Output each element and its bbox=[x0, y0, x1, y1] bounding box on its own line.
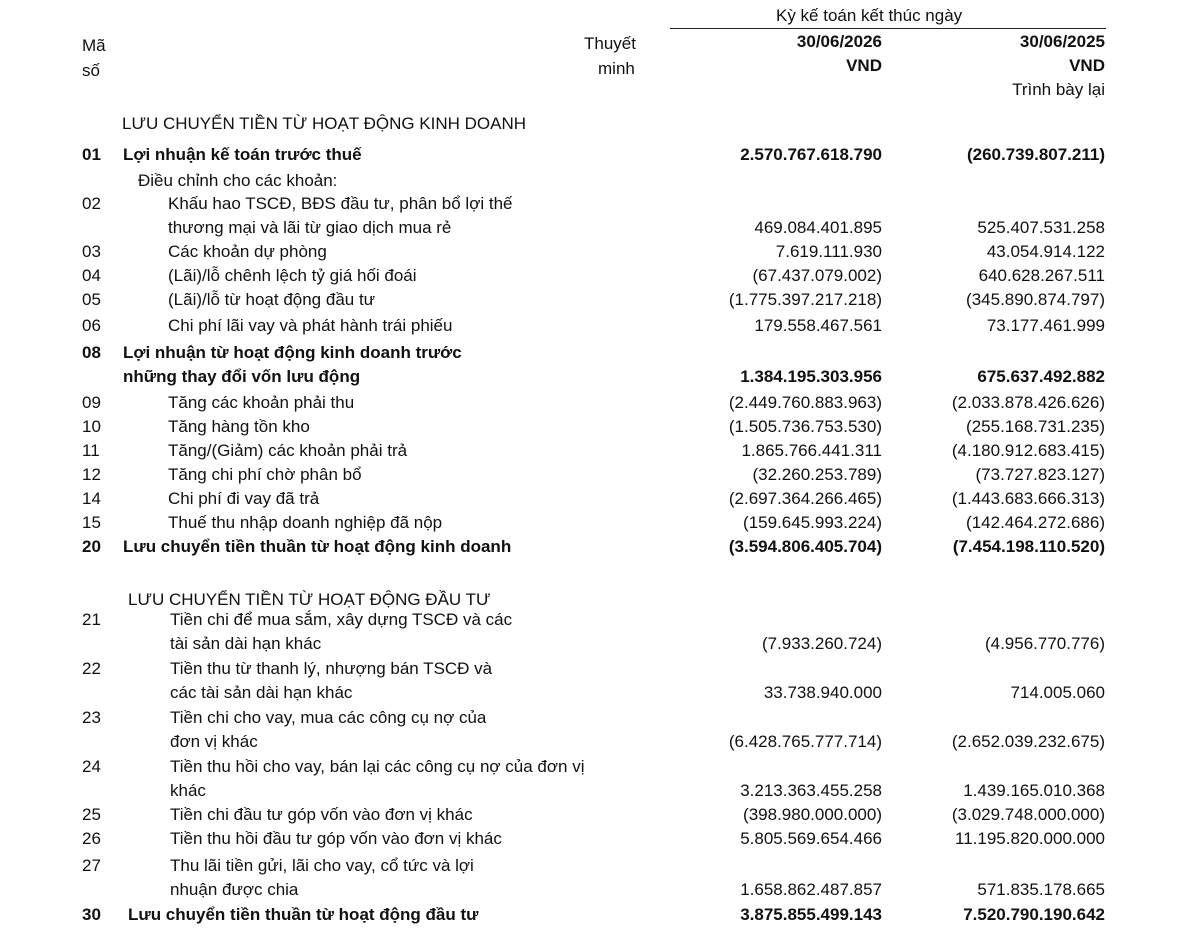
row-value-2026: (159.645.993.224) bbox=[743, 513, 882, 532]
row-value-2025: (255.168.731.235) bbox=[966, 417, 1105, 436]
row-code: 20 bbox=[82, 537, 101, 556]
table-row bbox=[0, 417, 1200, 441]
row-label: Lưu chuyển tiền thuần từ hoạt động kinh doanh bbox=[123, 537, 512, 556]
row-code: 25 bbox=[82, 805, 101, 824]
row-value-2026: (1.775.397.217.218) bbox=[728, 290, 882, 309]
row-value-2026: (67.437.079.002) bbox=[752, 266, 882, 285]
table-row bbox=[0, 290, 1200, 314]
row-value-2026: (2.449.760.883.963) bbox=[728, 393, 882, 412]
row-value-2026: 179.558.467.561 bbox=[754, 316, 882, 335]
row-code: 15 bbox=[82, 513, 101, 532]
table-row bbox=[0, 316, 1200, 340]
row-label: Tăng/(Giảm) các khoản phải trả bbox=[168, 441, 408, 460]
row-value-2025: (345.890.874.797) bbox=[966, 290, 1105, 309]
row-code: 09 bbox=[82, 393, 101, 412]
row-code: 27 bbox=[82, 856, 101, 875]
col2-currency: VND bbox=[1069, 56, 1105, 75]
row-label: đơn vị khác bbox=[170, 732, 258, 751]
row-code: 04 bbox=[82, 266, 101, 285]
table-row bbox=[0, 683, 1200, 707]
row-value-2026: (6.428.765.777.714) bbox=[728, 732, 882, 751]
table-row bbox=[0, 194, 1200, 218]
row-value-2025: (73.727.823.127) bbox=[975, 465, 1105, 484]
table-row bbox=[0, 367, 1200, 391]
row-value-2026: (1.505.736.753.530) bbox=[728, 417, 882, 436]
row-value-2025: 571.835.178.665 bbox=[977, 880, 1105, 899]
row-label: Thu lãi tiền gửi, lãi cho vay, cổ tức và lợi bbox=[170, 856, 474, 875]
table-row bbox=[0, 708, 1200, 732]
row-value-2026: (2.697.364.266.465) bbox=[728, 489, 882, 508]
row-value-2025: (7.454.198.110.520) bbox=[952, 537, 1105, 556]
table-row bbox=[0, 659, 1200, 683]
table-row bbox=[0, 343, 1200, 367]
col-header-code-line1: Mã bbox=[82, 36, 106, 55]
row-label: tài sản dài hạn khác bbox=[170, 634, 322, 653]
table-row bbox=[0, 610, 1200, 634]
row-value-2025: 43.054.914.122 bbox=[986, 242, 1105, 261]
col1-currency: VND bbox=[846, 56, 882, 75]
row-label: Tiền thu hồi đầu tư góp vốn vào đơn vị khác bbox=[170, 829, 502, 848]
row-value-2026: 5.805.569.654.466 bbox=[740, 829, 882, 848]
row-label: Tăng các khoản phải thu bbox=[168, 393, 355, 412]
row-label: Các khoản dự phòng bbox=[168, 242, 327, 261]
row-label: các tài sản dài hạn khác bbox=[170, 683, 353, 702]
row-value-2026: (7.933.260.724) bbox=[761, 634, 882, 653]
row-value-2025: (142.464.272.686) bbox=[966, 513, 1105, 532]
row-code: 14 bbox=[82, 489, 101, 508]
table-row bbox=[0, 634, 1200, 658]
row-value-2026: (32.260.253.789) bbox=[752, 465, 882, 484]
row-value-2026: 469.084.401.895 bbox=[754, 218, 882, 237]
row-code: 24 bbox=[82, 757, 101, 776]
row-value-2026: (3.594.806.405.704) bbox=[728, 537, 882, 556]
row-label: Tiền thu hồi cho vay, bán lại các công cụ nợ của đơn vị bbox=[170, 757, 585, 776]
row-label: thương mại và lãi từ giao dịch mua rẻ bbox=[168, 218, 452, 237]
row-value-2025: (1.443.683.666.313) bbox=[951, 489, 1105, 508]
row-value-2025: (2.652.039.232.675) bbox=[951, 732, 1105, 751]
row-value-2025: (4.956.770.776) bbox=[984, 634, 1105, 653]
row-value-2026: 1.658.862.487.857 bbox=[740, 880, 882, 899]
row-label: (Lãi)/lỗ chênh lệch tỷ giá hối đoái bbox=[168, 266, 417, 285]
table-row bbox=[0, 905, 1200, 929]
table-row bbox=[0, 242, 1200, 266]
col1-date: 30/06/2026 bbox=[796, 32, 882, 51]
table-row bbox=[0, 732, 1200, 756]
section-investing-title: LƯU CHUYỂN TIỀN TỪ HOẠT ĐỘNG ĐẦU TƯ bbox=[128, 590, 491, 609]
row-value-2025: 525.407.531.258 bbox=[977, 218, 1105, 237]
table-row bbox=[0, 757, 1200, 781]
row-value-2026: 1.384.195.303.956 bbox=[740, 367, 882, 386]
table-row bbox=[0, 393, 1200, 417]
row-code: 03 bbox=[82, 242, 101, 261]
row-label: Điều chỉnh cho các khoản: bbox=[138, 171, 338, 190]
table-row bbox=[0, 829, 1200, 853]
row-label: Thuế thu nhập doanh nghiệp đã nộp bbox=[168, 513, 443, 532]
row-code: 23 bbox=[82, 708, 101, 727]
row-value-2026: 7.619.111.930 bbox=[775, 242, 882, 261]
row-label: Lưu chuyển tiền thuần từ hoạt động đầu tư bbox=[128, 905, 479, 924]
row-value-2025: (4.180.912.683.415) bbox=[951, 441, 1105, 460]
table-row bbox=[0, 856, 1200, 880]
col-header-code-line2: số bbox=[82, 61, 100, 80]
row-value-2026: (398.980.000.000) bbox=[743, 805, 882, 824]
row-code: 12 bbox=[82, 465, 101, 484]
row-code: 11 bbox=[82, 441, 100, 460]
row-value-2026: 3.213.363.455.258 bbox=[740, 781, 882, 800]
row-value-2025: 714.005.060 bbox=[1010, 683, 1105, 702]
row-code: 06 bbox=[82, 316, 101, 335]
period-header: Kỳ kế toán kết thúc ngày bbox=[776, 6, 963, 25]
section-operating-title: LƯU CHUYỂN TIỀN TỪ HOẠT ĐỘNG KINH DOANH bbox=[122, 114, 527, 133]
row-value-2025: 11.195.820.000.000 bbox=[955, 829, 1105, 848]
period-underline bbox=[670, 28, 1106, 29]
table-row bbox=[0, 513, 1200, 537]
row-code: 01 bbox=[82, 145, 101, 164]
row-label: Tiền chi để mua sắm, xây dựng TSCĐ và các bbox=[170, 610, 513, 629]
row-label: Lợi nhuận từ hoạt động kinh doanh trước bbox=[123, 343, 462, 362]
row-label: Chi phí lãi vay và phát hành trái phiếu bbox=[168, 316, 453, 335]
row-value-2025: (2.033.878.426.626) bbox=[951, 393, 1105, 412]
row-value-2026: 1.865.766.441.311 bbox=[741, 441, 882, 460]
row-label: nhuận được chia bbox=[170, 880, 299, 899]
table-row bbox=[0, 171, 1200, 195]
row-code: 22 bbox=[82, 659, 101, 678]
row-label: (Lãi)/lỗ từ hoạt động đầu tư bbox=[168, 290, 376, 309]
row-label: Lợi nhuận kế toán trước thuế bbox=[123, 145, 362, 164]
col2-note: Trình bày lại bbox=[1012, 80, 1105, 99]
table-row bbox=[0, 465, 1200, 489]
row-label: Khấu hao TSCĐ, BĐS đầu tư, phân bổ lợi thế bbox=[168, 194, 513, 213]
row-value-2025: 7.520.790.190.642 bbox=[963, 905, 1105, 924]
row-label: Tiền chi cho vay, mua các công cụ nợ của bbox=[170, 708, 487, 727]
row-label: Tăng chi phí chờ phân bổ bbox=[168, 465, 362, 484]
table-row bbox=[0, 880, 1200, 904]
row-label: khác bbox=[170, 781, 206, 800]
table-row bbox=[0, 537, 1200, 561]
row-value-2026: 2.570.767.618.790 bbox=[740, 145, 882, 164]
row-value-2026: 3.875.855.499.143 bbox=[740, 905, 882, 924]
row-value-2025: 675.637.492.882 bbox=[977, 367, 1105, 386]
table-row bbox=[0, 441, 1200, 465]
table-row bbox=[0, 145, 1200, 169]
row-code: 10 bbox=[82, 417, 101, 436]
row-code: 02 bbox=[82, 194, 101, 213]
row-label: Tiền thu từ thanh lý, nhượng bán TSCĐ và bbox=[170, 659, 493, 678]
table-row bbox=[0, 266, 1200, 290]
table-row bbox=[0, 218, 1200, 242]
row-value-2026: 33.738.940.000 bbox=[763, 683, 882, 702]
col-header-note-line2: minh bbox=[598, 59, 635, 78]
row-value-2025: (3.029.748.000.000) bbox=[951, 805, 1105, 824]
table-row bbox=[0, 781, 1200, 805]
col2-date: 30/06/2025 bbox=[1019, 32, 1105, 51]
table-row bbox=[0, 489, 1200, 513]
row-code: 26 bbox=[82, 829, 101, 848]
row-code: 05 bbox=[82, 290, 101, 309]
table-row bbox=[0, 805, 1200, 829]
row-code: 21 bbox=[82, 610, 101, 629]
row-label: Tăng hàng tồn kho bbox=[168, 417, 310, 436]
row-code: 08 bbox=[82, 343, 101, 362]
row-label: Tiền chi đầu tư góp vốn vào đơn vị khác bbox=[170, 805, 473, 824]
row-value-2025: (260.739.807.211) bbox=[966, 145, 1105, 164]
row-label: Chi phí đi vay đã trả bbox=[168, 489, 320, 508]
col-header-note-line1: Thuyết bbox=[584, 34, 636, 53]
row-value-2025: 640.628.267.511 bbox=[978, 266, 1105, 285]
row-label: những thay đổi vốn lưu động bbox=[123, 367, 361, 386]
row-value-2025: 1.439.165.010.368 bbox=[963, 781, 1105, 800]
row-code: 30 bbox=[82, 905, 101, 924]
row-value-2025: 73.177.461.999 bbox=[986, 316, 1105, 335]
